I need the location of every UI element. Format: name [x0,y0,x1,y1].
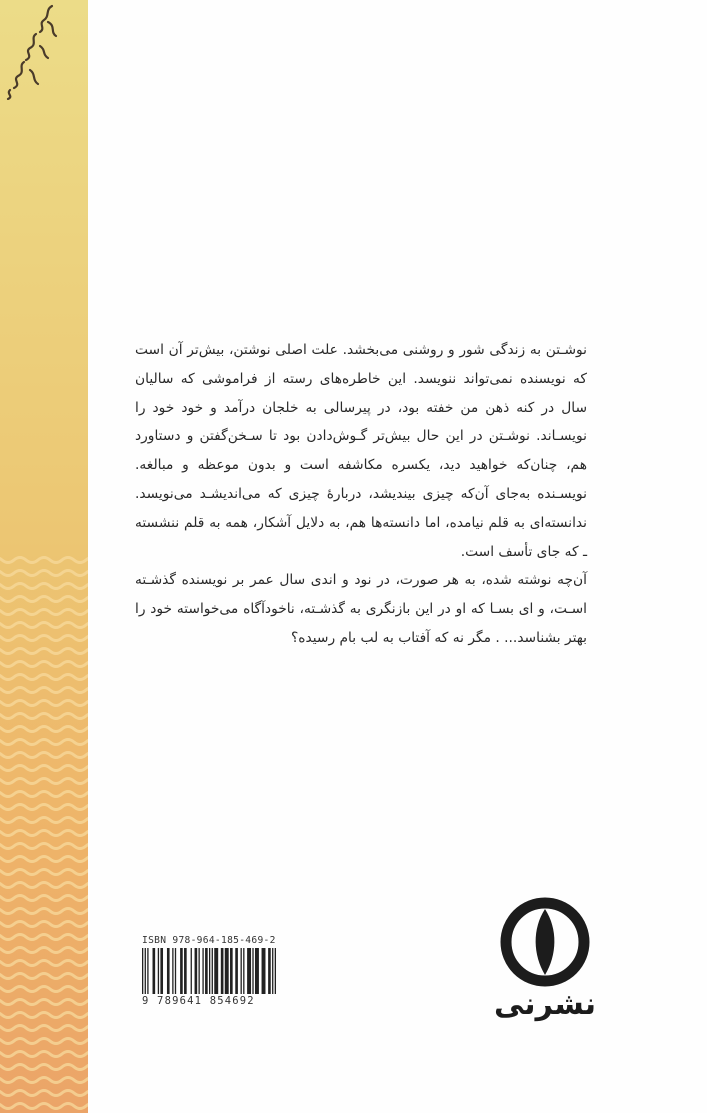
barcode-bar [160,948,163,994]
publisher-name: نشرنی [493,987,597,1022]
barcode-bar [191,948,192,994]
isbn-label: ISBN 978-964-185-469-2 [142,935,276,946]
wave-line [0,779,88,784]
wave-line [0,857,88,862]
barcode-bar [205,948,208,994]
barcode-bar [212,948,213,994]
barcode-bar [180,948,183,994]
barcode-bar [241,948,242,994]
barcode-bar [175,948,176,994]
barcode-bar [172,948,173,994]
blurb-paragraph-1: نوشـتن به زندگی شور و روشنی می‌بخشد. علت اصلی نوشتن، بیش‌تر آن است که نویسنده نمی‌تواند ننویسد. این خاطره‌های رسته از فراموشی که سالیان سال در کنه ذهن من خفته بود، در پیرسالی به خلجان درآمد و خود خود را نویسـاند. نوشـتن در این حال بیش‌تر گـوش‌دادن بود تا سـخن‌گفتن و دستاورد هم، چنان‌که خواهید دید، یکسره مکاشفه است و بدون موعظه و مبالغه. نویسـنده به‌جای آن‌که چیزی بیندیشد، دربارهٔ چیزی که می‌اندیشـد می‌نویسد. ندانسته‌ای به قلم نیامده، اما دانسته‌ها هم، به دلایل آشکار، همه به قلم ننشسته ـ که جای تأسف است. [135,342,587,560]
barcode-bar [275,948,276,994]
wave-line [0,831,88,836]
barcode-bar [268,948,271,994]
barcode-bar [158,948,159,994]
wave-line [0,1078,88,1083]
barcode-image [142,948,276,994]
wave-line [0,1013,88,1018]
wave-line [0,844,88,849]
back-cover-blurb [135,336,587,653]
barcode-bar [230,948,233,994]
wave-line [0,961,88,966]
barcode-digits: 9 789641 854692 [142,995,255,1007]
barcode-bar [225,948,229,994]
wave-line [0,987,88,992]
wave-line [0,558,88,563]
barcode-bar [243,948,244,994]
wave-line [0,714,88,719]
barcode-bar [142,948,143,994]
barcode-bar [202,948,203,994]
wave-line [0,1026,88,1031]
barcode-bar [252,948,253,994]
wave-line [0,1091,88,1096]
wave-line [0,1065,88,1070]
wave-line [0,753,88,758]
barcode-bar [184,948,187,994]
barcode-bar [209,948,210,994]
wave-line [0,948,88,953]
spine-strip [0,0,88,1113]
barcode-bar [153,948,156,994]
barcode-block [142,935,276,1007]
wave-line [0,870,88,875]
blurb-paragraph-2: آن‌چه نوشته شده، به هر صورت، در نود و اندی سال عمر بر نویسنده گذشـته اسـت، و ای بسـا که او در این بازنگری به گذشـته، ناخودآگاه می‌خواسته خود را بهتر بشناسد... . مگر نه که آفتاب به لب بام رسیده؟ [135,572,587,646]
barcode-bar [255,948,259,994]
wave-line [0,896,88,901]
spine-signature-logo [0,0,60,100]
wave-line [0,1104,88,1109]
wave-line [0,766,88,771]
wave-line [0,740,88,745]
wave-line [0,727,88,732]
wave-line [0,1039,88,1044]
barcode-bar [262,948,266,994]
wave-line [0,597,88,602]
barcode-bar [167,948,170,994]
barcode-bar [247,948,251,994]
wave-line [0,805,88,810]
barcode-bar [214,948,218,994]
wave-line [0,675,88,680]
barcode-bar [147,948,148,994]
wave-line [0,935,88,940]
wave-line [0,883,88,888]
wave-line [0,610,88,615]
wave-line [0,974,88,979]
wave-line [0,909,88,914]
wave-line [0,662,88,667]
wave-line [0,1052,88,1057]
wave-line [0,636,88,641]
barcode-bar [195,948,198,994]
barcode-bar [235,948,238,994]
wave-line [0,701,88,706]
wave-line [0,584,88,589]
wave-line [0,1000,88,1005]
barcode-bar [272,948,273,994]
barcode-bar [198,948,199,994]
wave-line [0,688,88,693]
wave-pattern [0,0,88,1113]
wave-line [0,623,88,628]
wave-line [0,571,88,576]
wave-line [0,922,88,927]
barcode-bar [145,948,146,994]
wave-line [0,818,88,823]
wave-line [0,649,88,654]
wave-line [0,792,88,797]
barcode-bar [221,948,224,994]
